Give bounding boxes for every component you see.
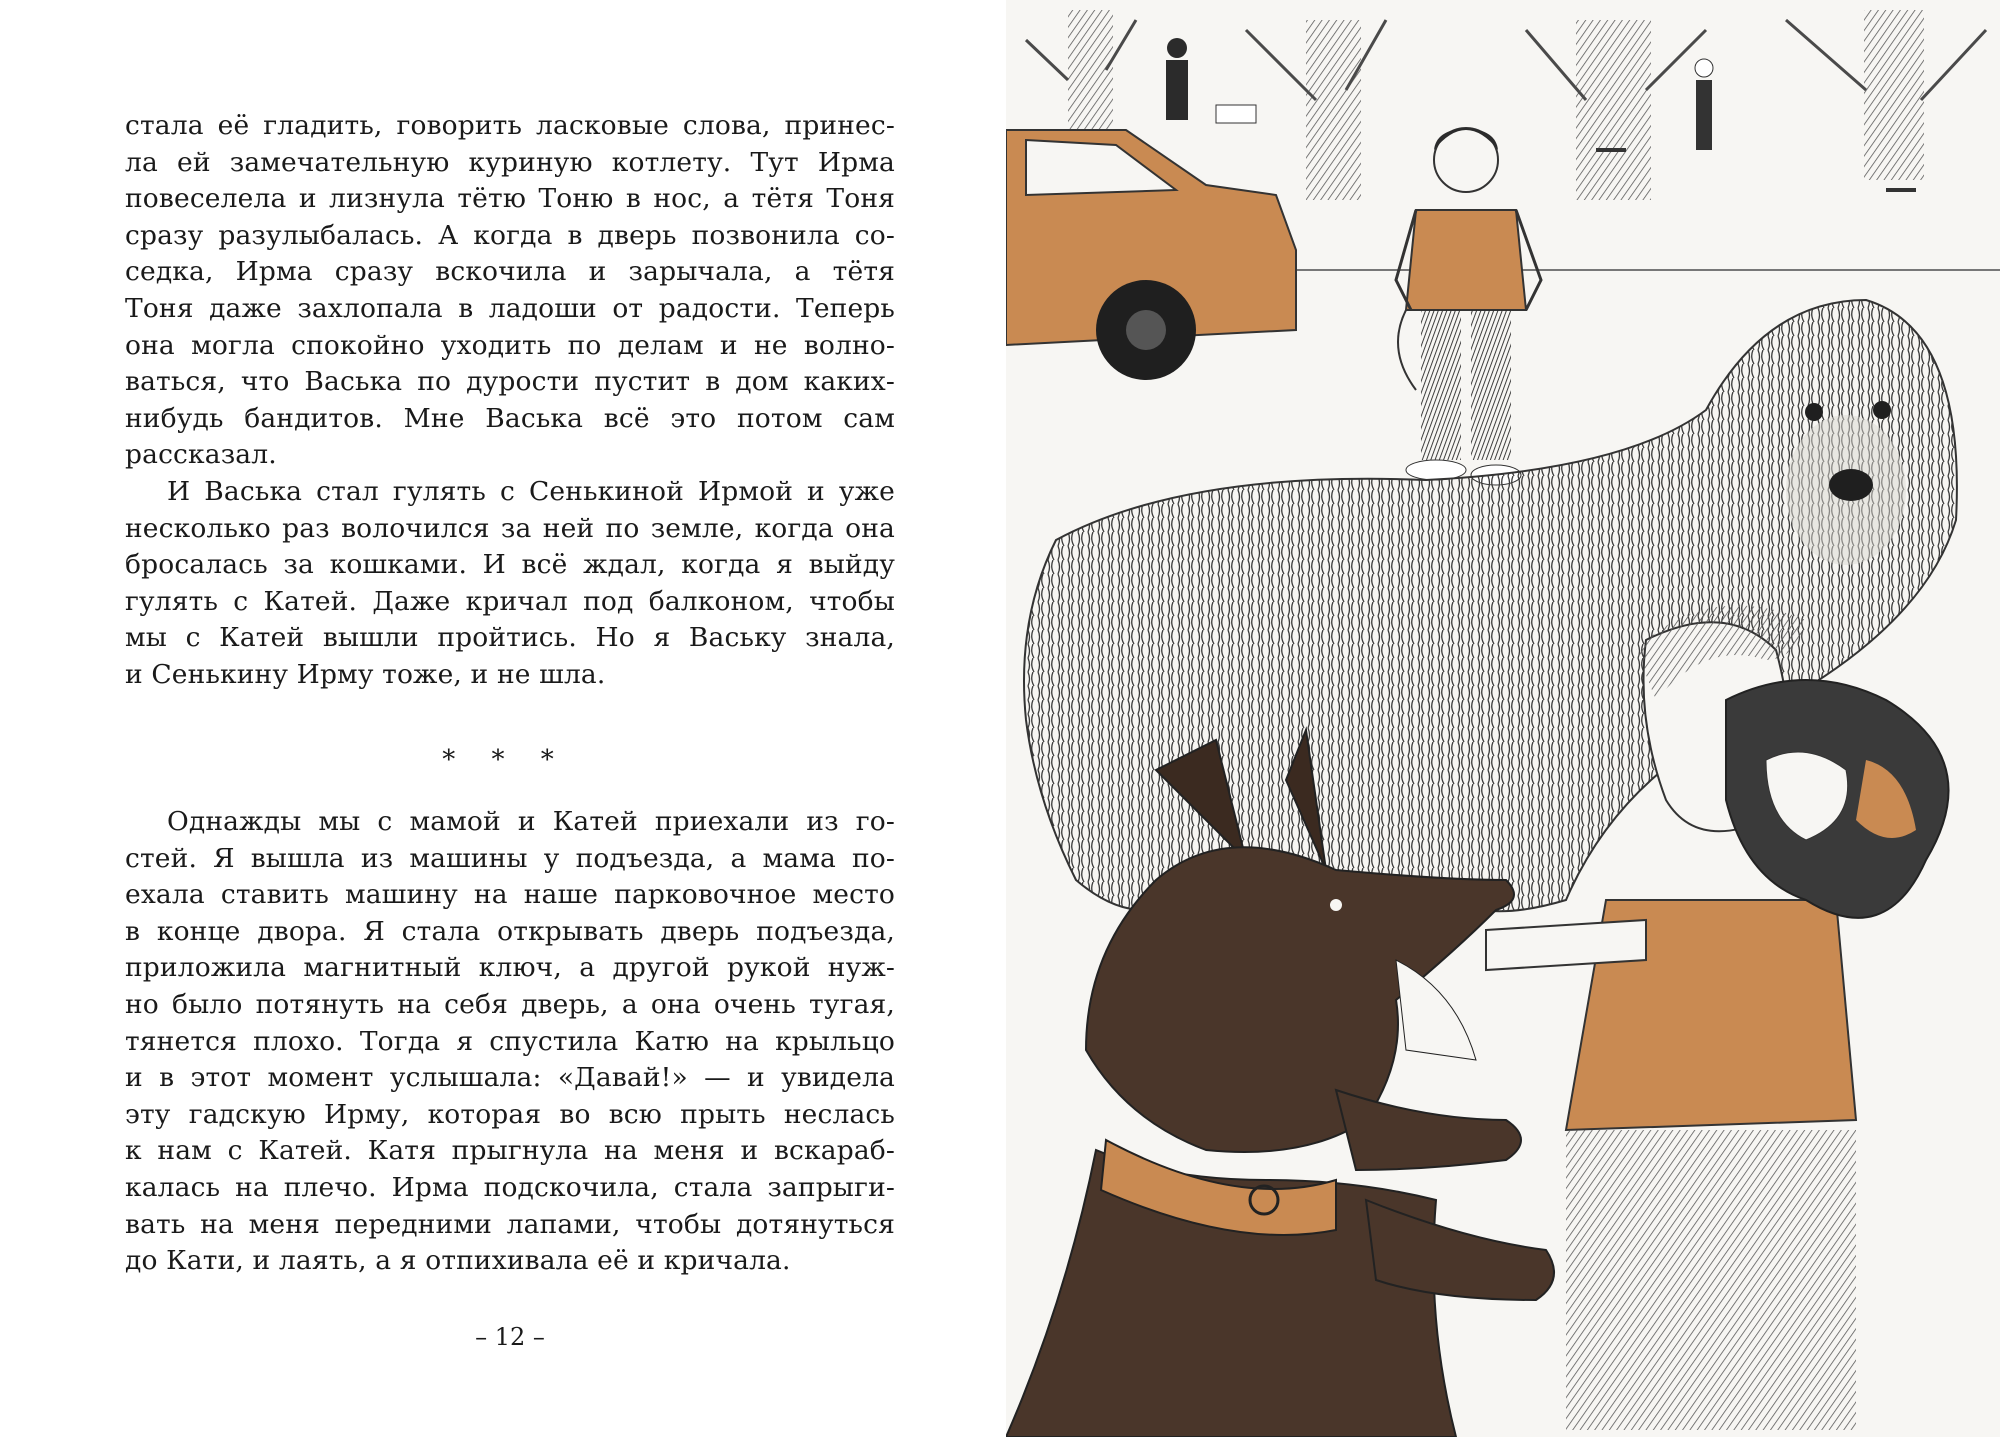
text-line: приложила магнитный ключ, а другой рукой нуж- xyxy=(125,952,895,984)
text-line: повеселела и лизнула тётю Тоню в нос, а тётя Тоня xyxy=(125,183,895,215)
text-line: мы с Катей вышли пройтись. Но я Ваську знала, xyxy=(125,622,895,654)
text-line: эту гадскую Ирму, которая во всю прыть неслась xyxy=(125,1098,895,1130)
right-page xyxy=(1006,0,2000,1437)
text-line: гулять с Катей. Даже кричал под балконом, чтобы xyxy=(125,585,895,617)
text-line: калась на плечо. Ирма подскочила, стала запрыги- xyxy=(125,1171,895,1203)
text-line: до Кати, и лаять, а я отпихивала её и кричала. xyxy=(125,1245,791,1277)
section-separator: * * * xyxy=(442,745,568,775)
illustration xyxy=(1006,0,2000,1437)
text-line: и в этот момент услышала: «Давай!» — и увидела xyxy=(125,1062,895,1094)
cat xyxy=(1726,680,1949,918)
text-line: она могла спокойно уходить по делам и не волно- xyxy=(125,329,895,361)
text-line: нибудь бандитов. Мне Васька всё это потом сам xyxy=(125,402,895,434)
text-line: Однажды мы с мамой и Катей приехали из го- xyxy=(167,806,895,837)
text-line: седка, Ирма сразу вскочила и зарычала, а тётя xyxy=(125,256,895,288)
text-line: стала её гладить, говорить ласковые слова, принес- xyxy=(125,110,895,141)
text-line: и Сенькину Ирму тоже, и не шла. xyxy=(125,658,606,690)
text-line: рассказал. xyxy=(125,439,277,471)
text-line: в конце двора. Я стала открывать дверь подъезда, xyxy=(125,915,895,947)
text-line: ваться, что Васька по дурости пустит в дом каких- xyxy=(125,366,895,398)
paragraph-3 xyxy=(125,804,895,1280)
text-line: несколько раз волочился за ней по земле, когда она xyxy=(125,512,895,544)
page-number: – 12 – xyxy=(475,1323,545,1351)
text-line: ехала ставить машину на наше парковочное место xyxy=(125,879,895,911)
text-line: бросалась за кошками. И всё ждал, когда я выйду xyxy=(125,549,895,581)
text-line: И Васька стал гулять с Сенькиной Ирмой и уже xyxy=(167,475,895,507)
text-line: но было потянуть на себя дверь, а она очень тугая, xyxy=(125,988,895,1020)
text-line: ла ей замечательную куриную котлету. Тут Ирма xyxy=(125,146,895,178)
text-line: к нам с Катей. Катя прыгнула на меня и вскараб- xyxy=(125,1135,895,1167)
text-line: сразу разулыбалась. А когда в дверь позвонила со- xyxy=(125,219,895,251)
text-line: Тоня даже захлопала в ладоши от радости. Теперь xyxy=(125,292,895,324)
paragraph-1-and-2 xyxy=(125,108,895,694)
text-line: вать на меня передними лапами, чтобы дотянуться xyxy=(125,1208,895,1240)
boy xyxy=(1396,128,1541,485)
car xyxy=(1006,130,1296,380)
text-line: тянется плохо. Тогда я спустила Катю на крыльцо xyxy=(125,1025,895,1057)
text-line: стей. Я вышла из машины у подъезда, а мама по- xyxy=(125,842,895,874)
